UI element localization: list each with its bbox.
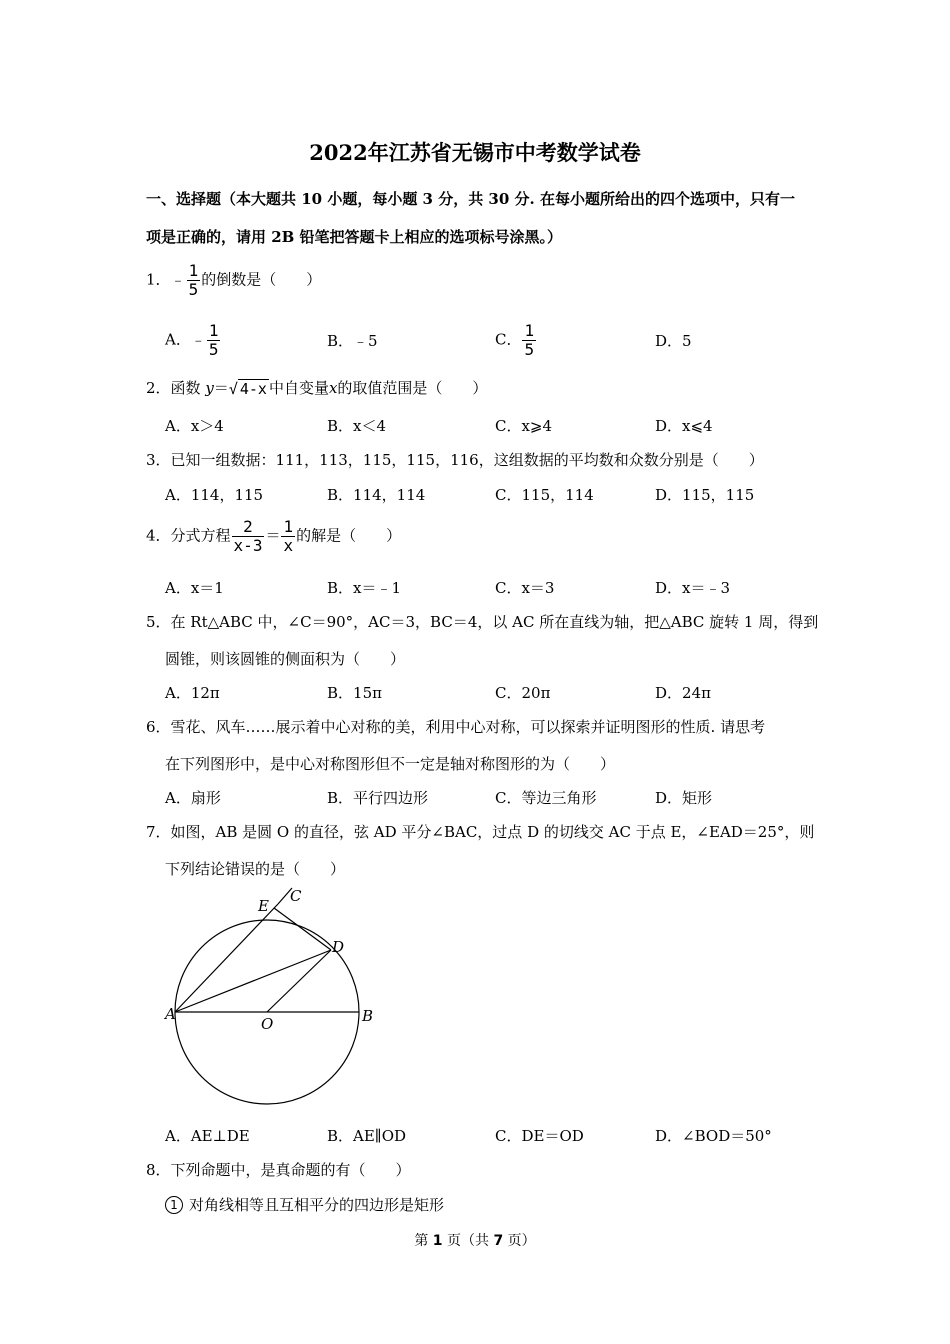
question-text: 的解是（ ） — [296, 526, 402, 545]
question-6-option-d: D．矩形 — [655, 789, 713, 807]
ray-ac — [175, 904, 278, 1012]
question-1-option-b: B．﹣5 — [327, 332, 378, 350]
question-7-option-c: C．DE＝OD — [495, 1127, 584, 1145]
page-title: 2022年江苏省无锡市中考数学试卷 — [309, 140, 641, 165]
question-text: 的倒数是（ ） — [201, 270, 322, 289]
question-5-stem-line-1: 5．在 Rt△ABC 中，∠C＝90°，AC＝3，BC＝4，以 AC 所在直线为轴，把△ABC 旋转 1 周，得到 — [146, 613, 819, 631]
radicand: 4-x — [239, 380, 267, 398]
fraction-numerator: 1 — [283, 517, 294, 536]
question-5-option-b: B．15π — [327, 684, 382, 702]
page-number: 1 — [432, 1233, 443, 1249]
circled-number: 1 — [165, 1196, 183, 1214]
fraction — [281, 518, 295, 555]
question-5-option-c: C．20π — [495, 684, 551, 702]
footer-text: 页） — [503, 1233, 536, 1249]
equals-sign: ＝ — [265, 526, 281, 545]
question-6-option-b: B．平行四边形 — [327, 789, 429, 807]
label-o: O — [261, 1015, 274, 1033]
fraction-numerator: 1 — [208, 321, 219, 340]
fraction-denominator: x — [283, 536, 294, 555]
fraction-denominator: x-3 — [233, 536, 263, 555]
question-4-stem — [146, 518, 401, 555]
question-1-option-a — [165, 322, 221, 359]
variable-y: y — [205, 379, 214, 397]
question-4-option-d: D．x＝﹣3 — [655, 579, 731, 597]
question-1-option-c — [495, 322, 537, 359]
chord-ad — [175, 950, 331, 1012]
question-6-stem-line-1: 6．雪花、风车……展示着中心对称的美，利用中心对称，可以探索并证明图形的性质. 请思考 — [146, 718, 766, 736]
fraction — [207, 322, 221, 359]
section-header-line-2: 项是正确的，请用 2B 铅笔把答题卡上相应的选项标号涂黑。） — [146, 228, 563, 246]
question-2-option-a: A．x＞4 — [165, 417, 224, 435]
question-6-option-c: C．等边三角形 — [495, 789, 597, 807]
question-7-option-b: B．AE∥OD — [327, 1127, 407, 1145]
question-6-option-a: A．扇形 — [165, 789, 221, 807]
footer-text: 页（共 — [442, 1233, 494, 1249]
question-2-option-b: B．x＜4 — [327, 417, 387, 435]
label-b: B — [362, 1007, 374, 1025]
fraction — [187, 262, 201, 299]
section-header-line-1: 一、选择题（本大题共 10 小题，每小题 3 分，共 30 分. 在每小题所给出的四个选项中，只有一 — [146, 190, 795, 208]
question-4-option-a: A．x＝1 — [165, 579, 224, 597]
question-7-stem-line-2: 下列结论错误的是（ ） — [165, 860, 346, 878]
fraction-numerator: 1 — [188, 261, 199, 280]
question-3-stem: 3．已知一组数据：111，113，115，115，116，这组数据的平均数和众数分别是（ ） — [146, 451, 764, 469]
question-3-option-b: B．114，114 — [327, 486, 426, 504]
question-2-option-c: C．x⩾4 — [495, 417, 553, 435]
question-text: 的取值范围是（ ） — [337, 379, 488, 397]
label-c: C — [290, 887, 302, 905]
variable-x: x — [328, 379, 338, 397]
equals-sign: ＝ — [213, 379, 229, 397]
question-text: 中自变量 — [268, 379, 329, 397]
label-a: A — [165, 1005, 176, 1023]
question-8-stem: 8．下列命题中，是真命题的有（ ） — [146, 1161, 411, 1179]
question-3-option-a: A．114，115 — [165, 486, 264, 504]
question-2-option-d: D．x⩽4 — [655, 417, 713, 435]
fraction-denominator: 5 — [208, 340, 219, 359]
question-6-stem-line-2: 在下列图形中，是中心对称图形但不一定是轴对称图形的为（ ） — [165, 755, 616, 773]
radius-od — [267, 950, 331, 1012]
question-4-option-b: B．x＝﹣1 — [327, 579, 402, 597]
question-text: 4．分式方程 — [146, 526, 231, 545]
fraction-numerator: 1 — [524, 321, 535, 340]
question-8-item-1 — [165, 1194, 444, 1215]
question-7-option-a: A．AE⊥DE — [165, 1127, 250, 1145]
fraction — [522, 322, 536, 359]
question-2-stem — [146, 377, 487, 398]
question-1-stem — [146, 262, 321, 299]
footer-text: 第 — [414, 1233, 433, 1249]
page-footer — [0, 1230, 950, 1250]
question-4-option-c: C．x＝3 — [495, 579, 555, 597]
option-label: A．﹣ — [165, 330, 206, 349]
fraction — [232, 518, 265, 555]
square-root: √ 4-x — [228, 380, 267, 398]
question-5-option-a: A．12π — [165, 684, 220, 702]
label-e: E — [258, 897, 269, 915]
question-3-option-c: C．115，114 — [495, 486, 594, 504]
question-1-option-d: D．5 — [655, 332, 692, 350]
question-5-stem-line-2: 圆锥，则该圆锥的侧面积为（ ） — [165, 650, 406, 668]
option-label: C． — [495, 330, 522, 349]
question-7-option-d: D．∠BOD＝50° — [655, 1127, 772, 1145]
minus-sign: ﹣ — [170, 270, 186, 289]
tangent-de — [274, 908, 331, 950]
question-3-option-d: D．115，115 — [655, 486, 755, 504]
total-pages: 7 — [493, 1233, 504, 1249]
question-7-stem-line-1: 7．如图，AB 是圆 O 的直径，弦 AD 平分∠BAC，过点 D 的切线交 AC 于点 E，∠EAD＝25°，则 — [146, 823, 815, 841]
label-d: D — [332, 938, 345, 956]
item-text: 对角线相等且互相平分的四边形是矩形 — [189, 1196, 445, 1214]
fraction-numerator: 2 — [232, 518, 265, 537]
circle-geometry-figure — [150, 880, 390, 1115]
question-5-option-d: D．24π — [655, 684, 711, 702]
question-number: 1． — [146, 270, 171, 289]
fraction-denominator: 5 — [524, 340, 535, 359]
question-text: 2．函数 — [146, 379, 206, 397]
fraction-denominator: 5 — [188, 280, 199, 299]
